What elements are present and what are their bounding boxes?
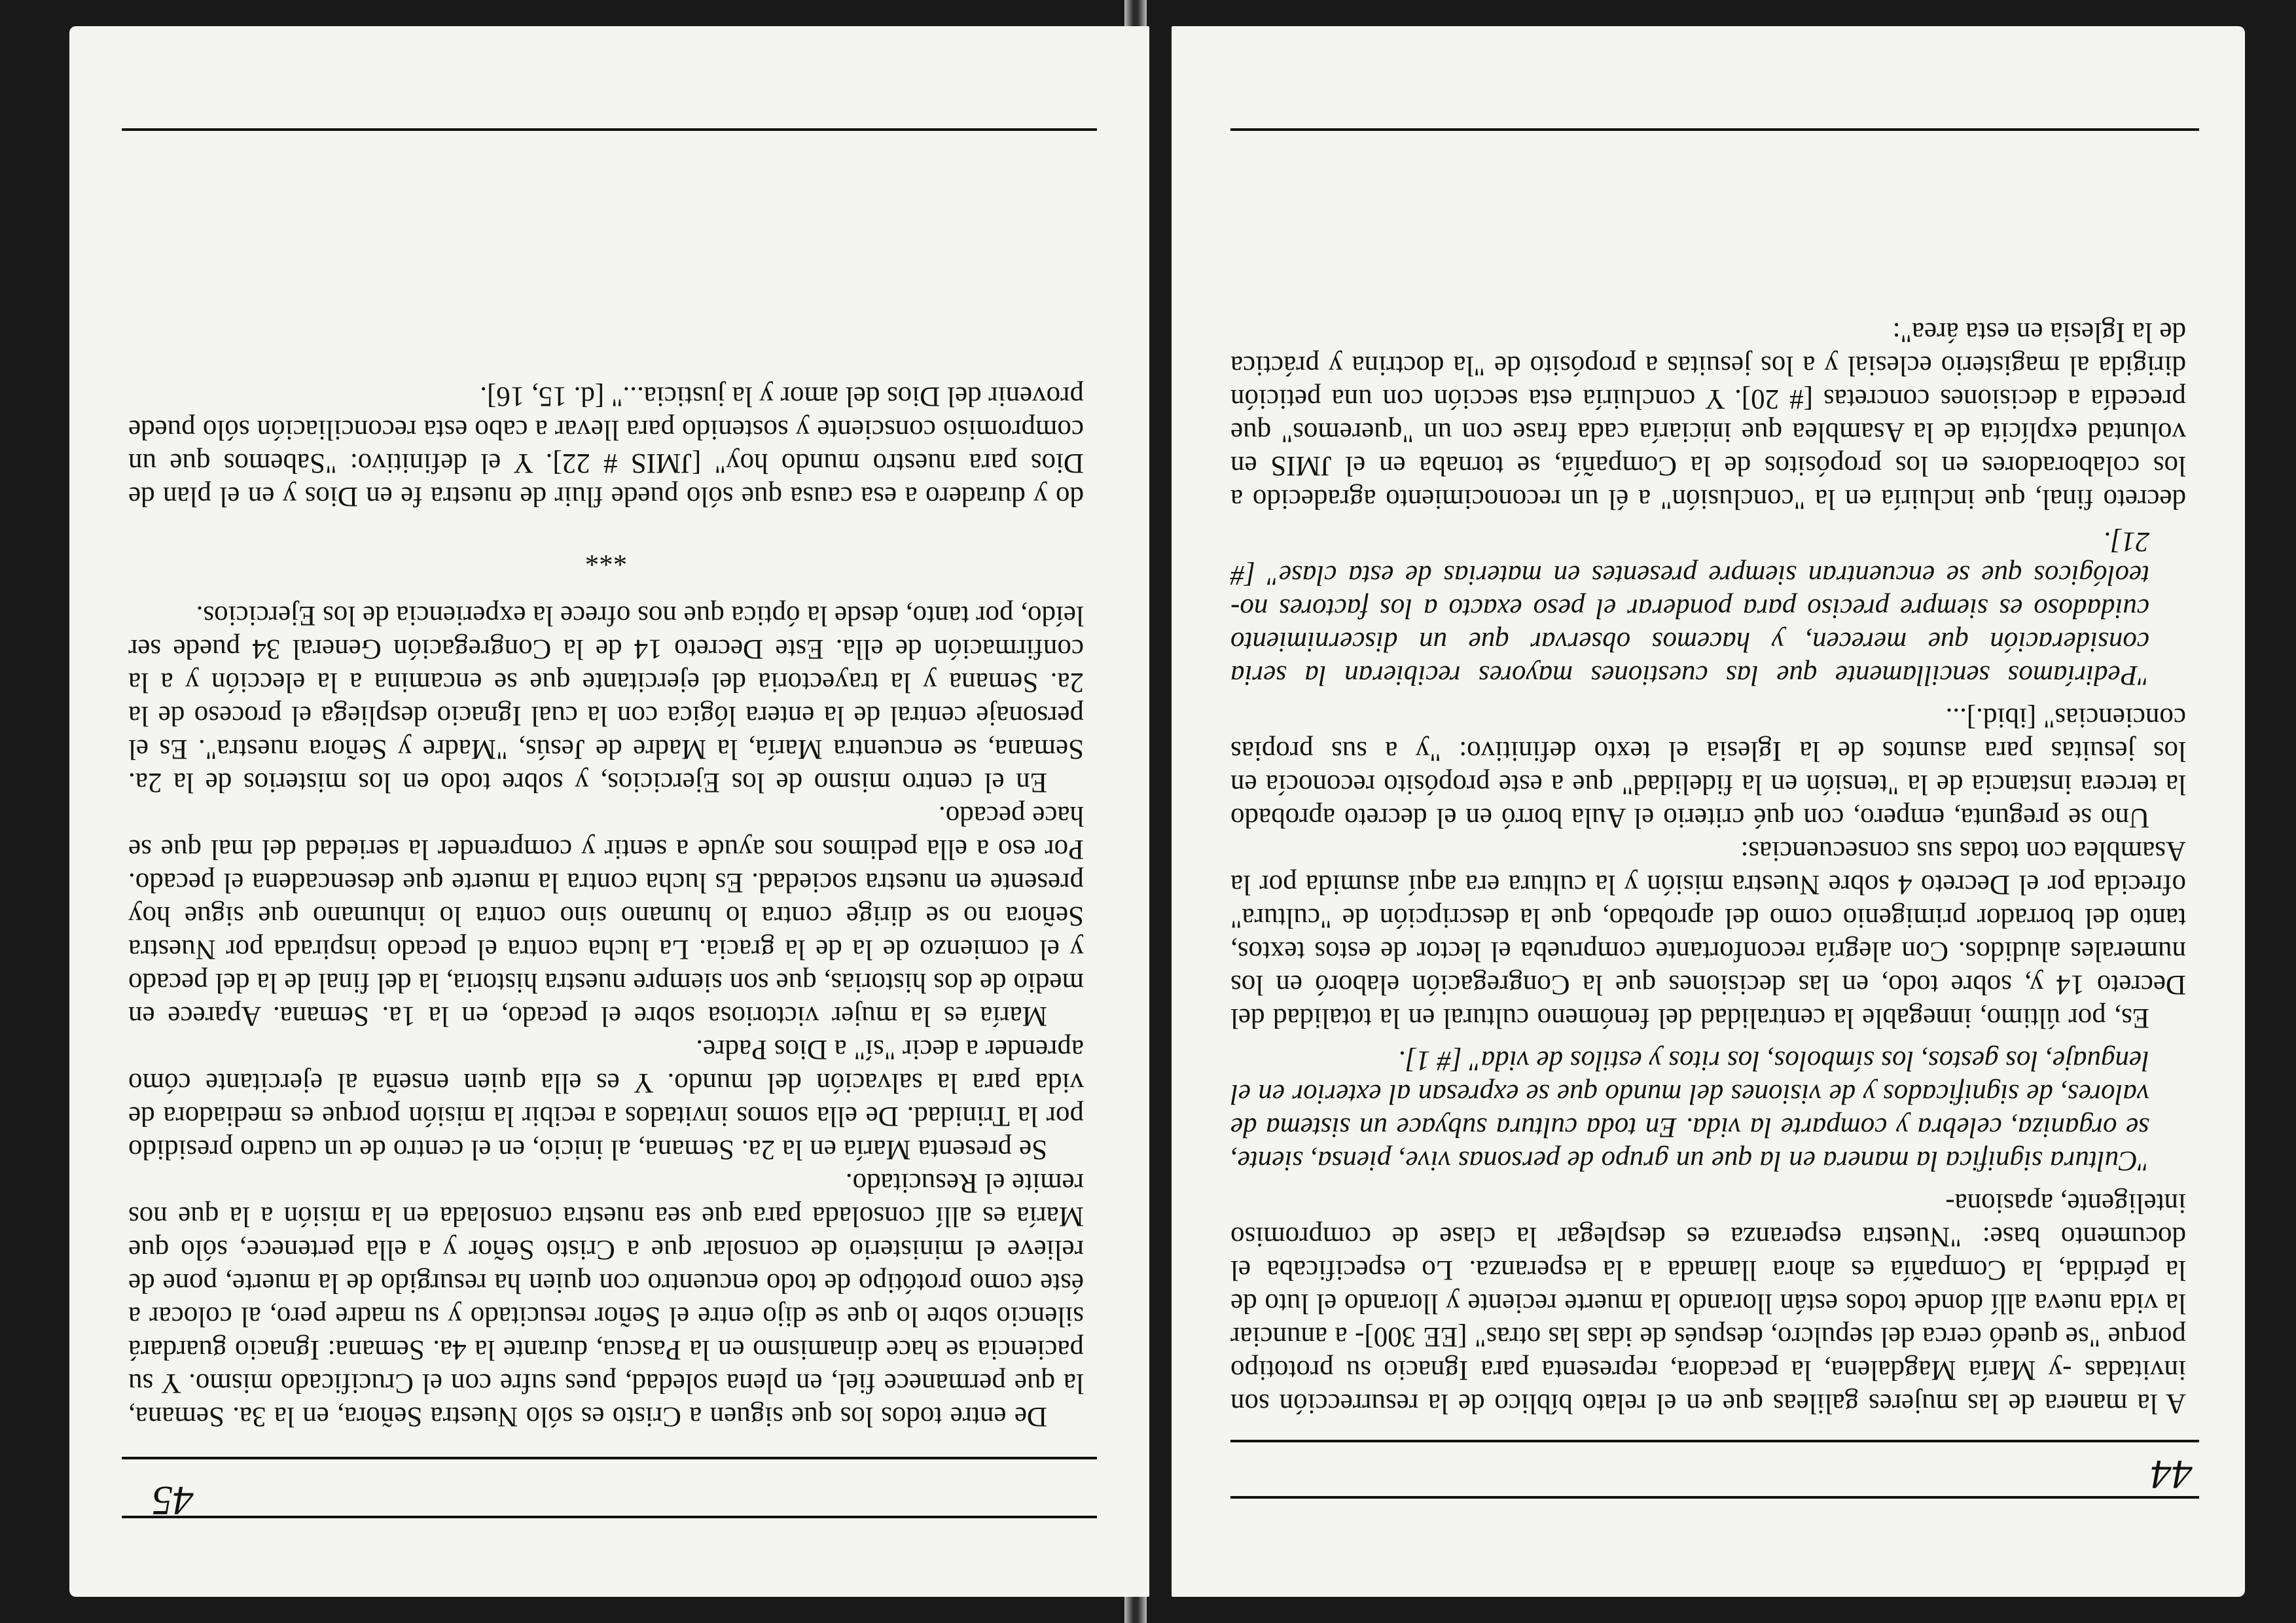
page-44 (1172, 26, 2245, 1597)
header-rule-bottom (1230, 1440, 2199, 1442)
paragraph: En el centro mismo de los Ejercicios, y sobre todo en los misterios de la 2a. Semana, se encuentra María, la Madre de Jesús, "Madre y Señora nuestra". Es el personaje central de la entera lógica con la cual Ignacio despliega el proceso de la 2a. Semana y la trayectoria del ejercitante que se encamina a la elección y a la confirmación de ella. Este Decreto 14 de la Congregación General 34 puede ser leído, por tanto, desde la óptica que nos ofrece la experiencia de los Ejercicios. (128, 600, 1084, 798)
paragraph: do y duradero a esa causa que sólo puede fluir de nuestra fe en Dios y en el plan de Dios para nuestro mundo hoy" [JMIS # 22]. Y el definitivo: "Sabemos que un compromiso consciente y sostenido para llevar a cabo esta reconciliación sólo puede provenir del Dios del amor y la justicia..." [d. 15, 16]. (128, 381, 1084, 512)
page-45 (69, 26, 1149, 1597)
paragraph: De entre todos los que siguen a Cristo es sólo Nuestra Señora, en la 3a. Semana, la que permanece fiel, en plena soledad, pues sufre con el Crucificado mismo. Y su paciencia se hace dinamismo en la Pascua, durante la 4a. Semana: Ignacio guardará silencio sobre lo que se dijo entre el Señor resucitado y su madre pero, al colocar a éste como protótipo de todo encuentro con quien ha resurgido de la muerte, pone de relieve el ministerio de consolar que a Cristo Señor y a ella pertenece, sólo que María es allí consolada para que sea nuestra consolada en la misión a la que nos remite el Resucitado. (128, 1168, 1084, 1432)
footer-rule (122, 128, 1097, 131)
footer-rule (1230, 128, 2199, 131)
paragraph: Uno se pregunta, empero, con qué criterio el Aula borró en el decreto aprobado la tercera instancia de la "tensión en la fidelidad" que a este propósito reconocía en los jesuitas para asuntos de la Iglesia el texto definitivo: "y a sus propias conciencias" [ibid.]... (1230, 702, 2186, 833)
section-break: *** (584, 541, 628, 571)
paragraph: María es la mujer victoriosa sobre el pecado, en la 1a. Semana. Aparece en medio de dos historias, que son siempre nuestra historia, la del final de la del pecado y el comienzo de la de la gracia. La lucha contra el pecado inspirada por Nuestra Señora no se dirige contra lo humano sino contra lo inhumano que sigue hoy presente en nuestra sociedad. Es lucha contra la muerte que desencadena el pecado. Por eso a ella pedimos nos ayude a sentir y comprender la seriedad del mal que se hace pecado. (128, 800, 1084, 1031)
block-quote: "Cultura significa la manera en la que un grupo de personas vive, piensa, siente, se organiza, celebra y comparte la vida. En toda cultura subyace un sistema de valores, de significados y de visiones del mundo que se expresan al exterior en el lenguaje, los gestos, los símbolos, los ritos y estilos de vida" [# 1]. (1230, 1045, 2149, 1176)
paragraph: A la manera de las mujeres galileas que en el relato bíblico de la resurrección son invitadas -y María Magdalena, la pecadora, representa para Ignacio su prototipo porque "se quedó cerca del sepulcro, después de idas las otras" [EE 300]- a anunciar la vida nueva allí donde todos están llorando la muerte reciente y llorando el luto de la pérdida, la Compañía es ahora llamada a la esperanza. Lo especificaba el documento base: "Nuestra esperanza es desplegar la clase de compromiso inteligente, apasiona- (1230, 1188, 2186, 1419)
page-body (128, 380, 1084, 1433)
paragraph: Es, por último, innegable la centralidad del fenómeno cultural en la totalidad del Decreto 14 y, sobre todo, en las decisiones que la Congregación elaboró en los numerales aludidos. Con alegría reconfortante comprueba el lector de estos textos, tanto del borrador primigenio como del aprobado, que la descripción de "cultura" ofrecida por el Decreto 4 sobre Nuestra misión y la cultura era aquí asumida por la Asamblea con todas sus consecuencias: (1230, 836, 2186, 1033)
header-rule-bottom (122, 1457, 1097, 1459)
block-quote: "Pediríamos sencillamente que las cuestiones mayores recibieran la seria consideración que merecen, y hacemos observar que un discernimiento cuidadoso es siempre preciso para ponderar el peso exacto a los factores no-teológicos que se encuentran siempre presentes en materias de esta clase" [# 21]. (1230, 526, 2149, 690)
page-number: 44 (2151, 1452, 2193, 1498)
page-number: 45 (152, 1478, 194, 1524)
paragraph: decreto final, que incluiría en la "conclusión" a él un reconocimiento agradecido a los colaboradores en los propósitos de la Compañía, se tornaba en el JMIS en voluntad explícita de la Asamblea que iniciaría cada frase con un "queremos" que precedía a decisiones concretas [# 20]. Y concluiría esta sección con una petición dirigida al magisterio eclesial y a los jesuitas a propósito de "la doctrina y práctica de la Iglesia en esta área": (1230, 317, 2186, 514)
header-rule-top (1230, 1496, 2199, 1499)
paragraph: Se presenta María en la 2a. Semana, al inicio, en el centro de un cuadro presidido por la Trinidad. De ella somos invitados a recibir la misión porque es mediadora de vida para la salvación del mundo. Y es ella quien enseña al ejercitante cómo aprender a decir "sí" a Dios Padre. (128, 1034, 1084, 1165)
header-rule-top (122, 1516, 1097, 1518)
page-body (1230, 315, 2186, 1420)
